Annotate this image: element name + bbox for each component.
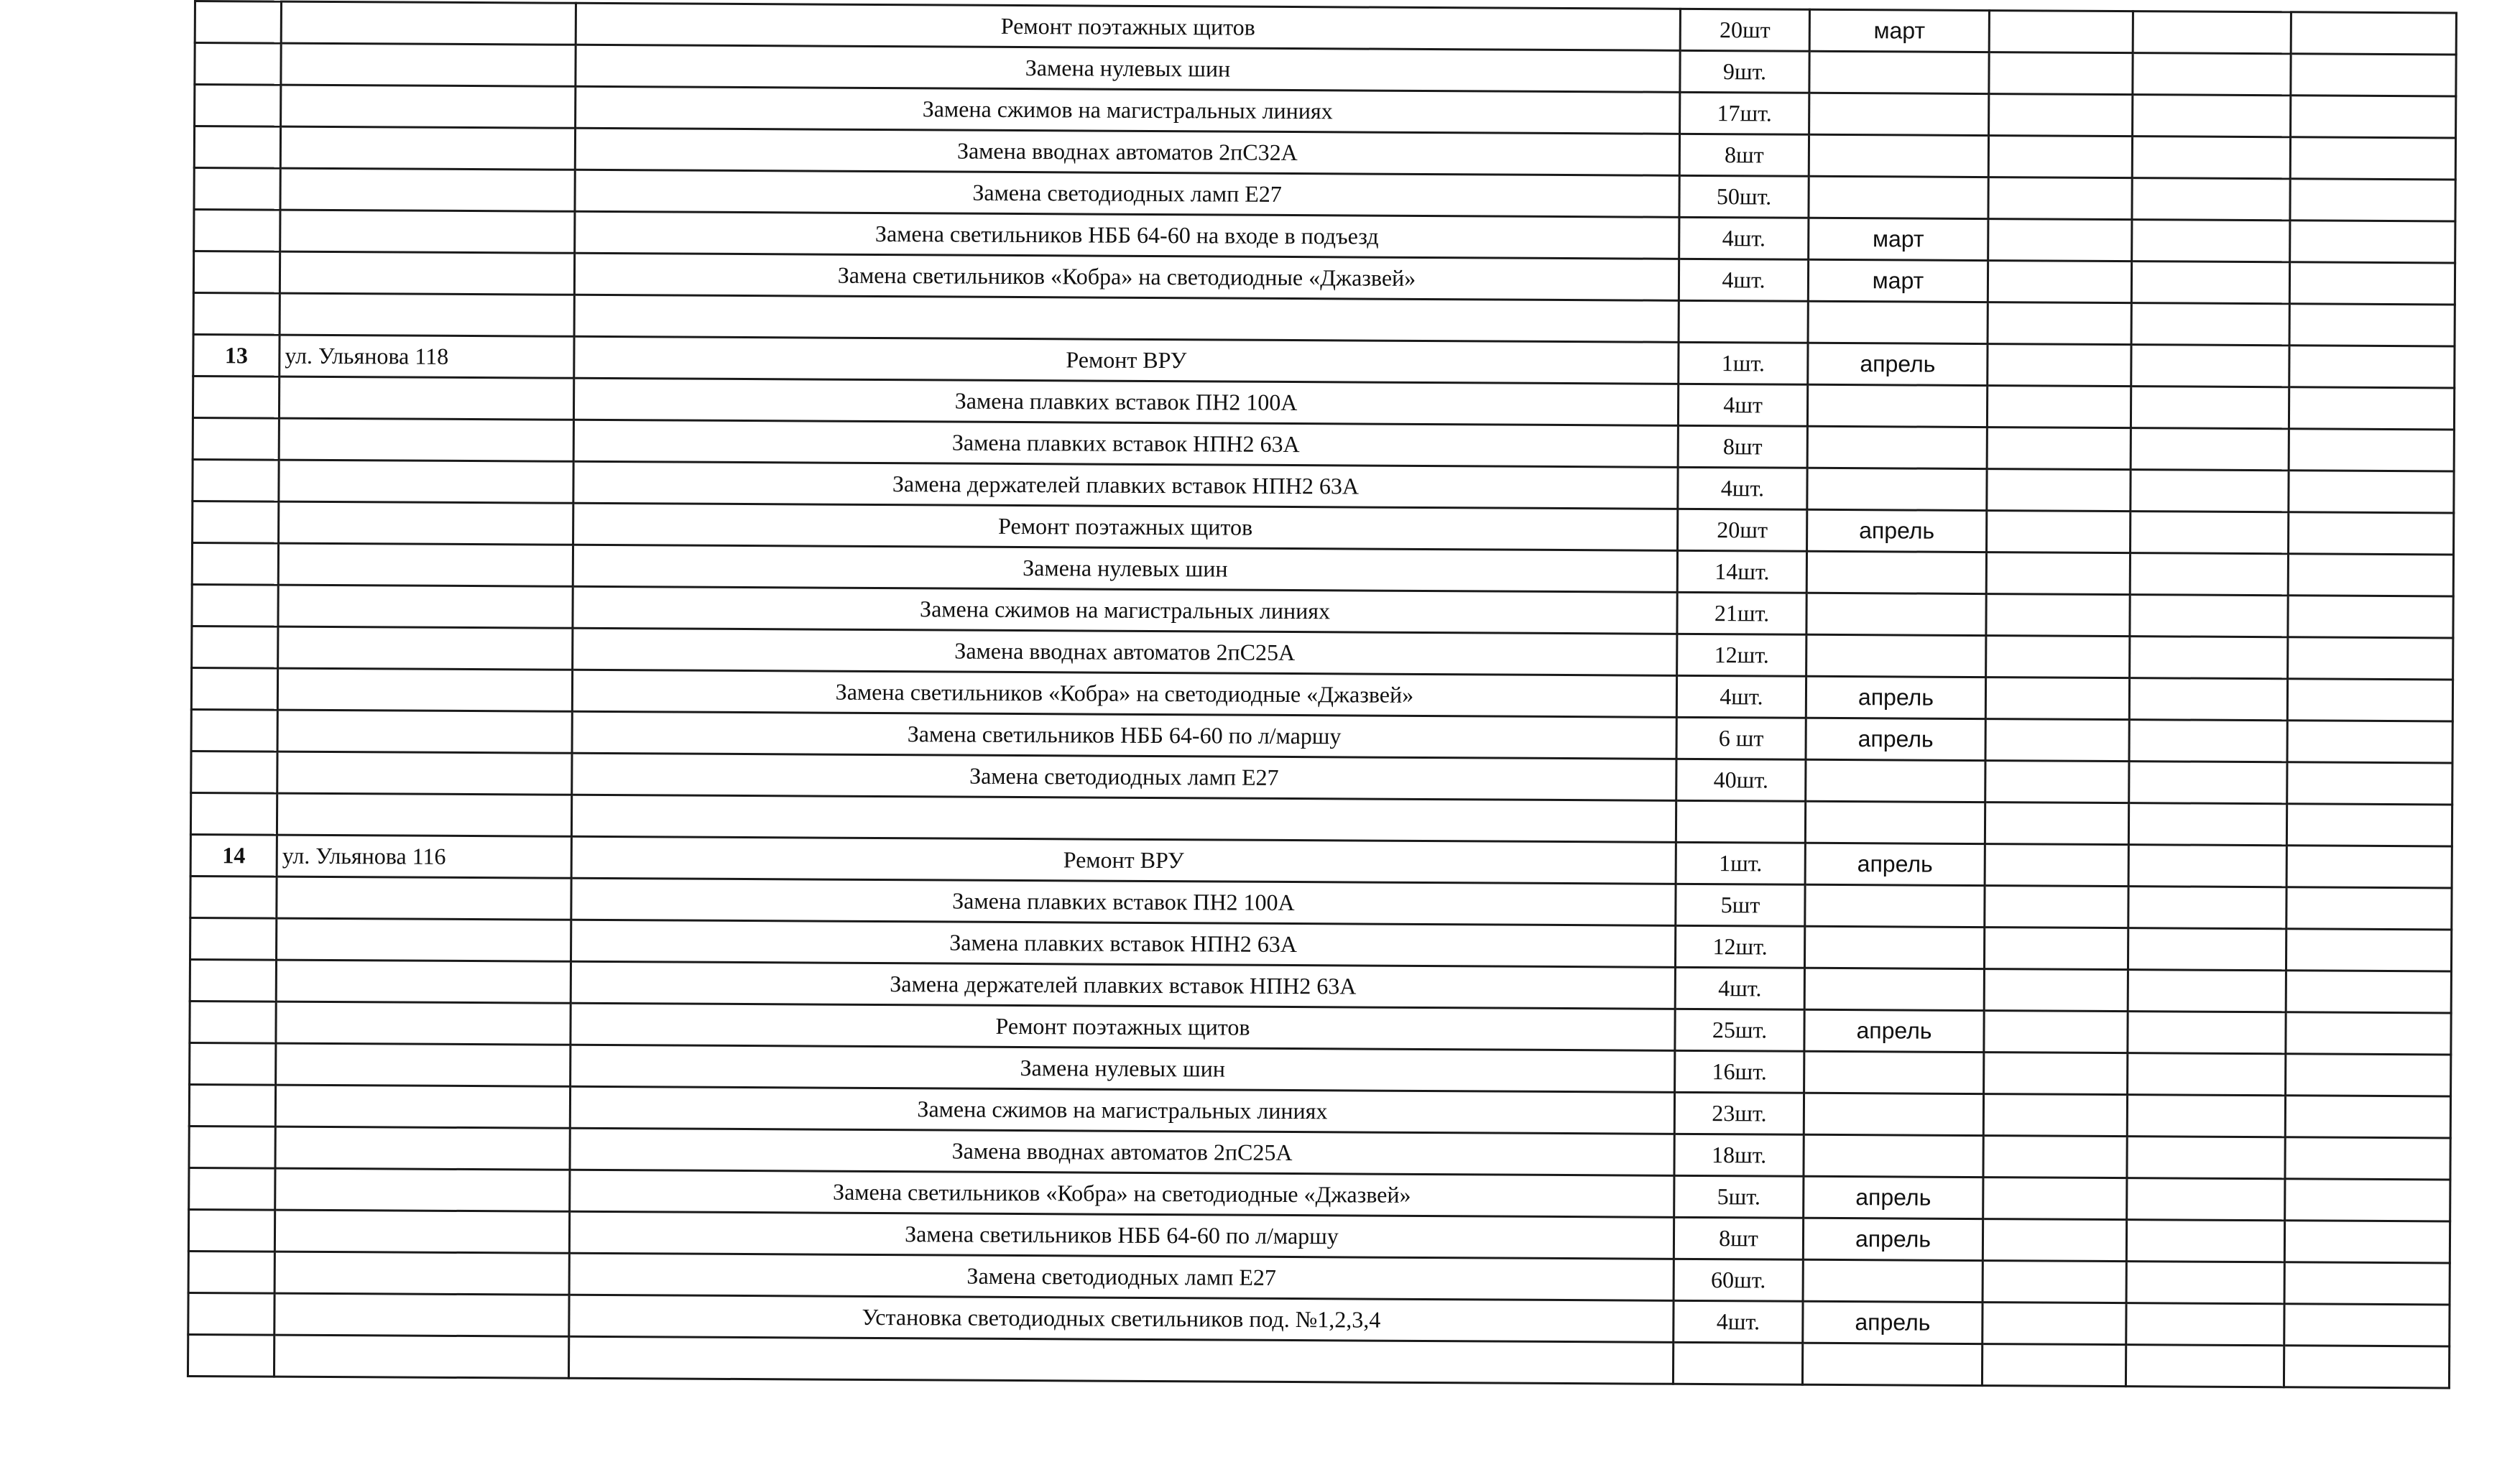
- row-number: [193, 293, 280, 336]
- row-number: [189, 1167, 275, 1210]
- row-quantity: 21шт.: [1677, 592, 1806, 634]
- row-month: [1806, 759, 1985, 802]
- row-work-description: Замена светильников НББ 64-60 по л/маршу: [569, 1211, 1674, 1259]
- row-number: [190, 959, 276, 1002]
- empty-cell: [2133, 11, 2291, 54]
- row-address: [277, 668, 572, 711]
- row-quantity: 40шт.: [1676, 759, 1806, 801]
- empty-cell: [2289, 304, 2455, 346]
- row-month: март: [1809, 9, 1989, 52]
- row-quantity: 8шт: [1674, 1217, 1803, 1259]
- row-quantity: 1шт.: [1676, 842, 1805, 884]
- empty-cell: [2288, 637, 2453, 680]
- empty-cell: [2133, 53, 2291, 96]
- empty-cell: [2131, 262, 2289, 304]
- empty-cell: [2291, 96, 2456, 138]
- empty-cell: [2131, 303, 2289, 346]
- row-work-description: Замена нулевых шин: [576, 45, 1680, 92]
- row-month: [1806, 551, 1986, 593]
- row-number: [190, 876, 277, 918]
- row-month: [1807, 468, 1987, 510]
- row-quantity: 4шт.: [1679, 217, 1809, 259]
- row-month: апрель: [1808, 343, 1988, 385]
- row-number: [190, 1042, 276, 1085]
- empty-cell: [1989, 11, 2133, 53]
- row-number: [190, 1001, 276, 1043]
- row-quantity: 5шт.: [1674, 1175, 1804, 1218]
- empty-cell: [1983, 1219, 2126, 1262]
- row-address: [280, 168, 575, 211]
- row-number: [193, 501, 279, 543]
- row-month: [1809, 51, 1989, 93]
- row-number: [194, 210, 280, 252]
- row-month: [1808, 301, 1988, 343]
- row-address: [281, 43, 576, 86]
- empty-cell: [1983, 1261, 2126, 1303]
- empty-cell: [1985, 677, 2129, 720]
- empty-cell: [2291, 54, 2456, 96]
- row-month: [1809, 134, 1988, 177]
- row-address: [280, 251, 574, 295]
- empty-cell: [2287, 679, 2452, 721]
- row-month: апрель: [1807, 509, 1987, 552]
- row-number: [189, 1084, 275, 1127]
- row-quantity: 6 шт: [1676, 717, 1806, 759]
- row-work-description: Замена держателей плавких вставок НПН2 63А: [573, 461, 1678, 509]
- empty-cell: [1986, 594, 2130, 637]
- row-number: [192, 584, 278, 626]
- row-address: [275, 1168, 570, 1211]
- empty-cell: [2128, 845, 2286, 887]
- row-month: апрель: [1804, 1009, 1984, 1052]
- row-number: [188, 1292, 274, 1335]
- empty-cell: [2131, 428, 2289, 471]
- row-quantity: 8шт: [1679, 134, 1809, 176]
- row-work-description: Ремонт поэтажных щитов: [573, 503, 1678, 550]
- row-month: апрель: [1805, 843, 1985, 885]
- empty-cell: [1988, 136, 2132, 178]
- row-month: апрель: [1803, 1218, 1983, 1260]
- row-address: [274, 1293, 569, 1336]
- row-address: [276, 960, 571, 1003]
- row-work-description: Ремонт ВРУ: [571, 836, 1676, 884]
- row-month: апрель: [1803, 1301, 1983, 1343]
- row-month: апрель: [1806, 676, 1985, 718]
- row-address: [278, 543, 573, 586]
- row-work-description: Замена сжимов на магистральных линиях: [576, 86, 1680, 134]
- row-month: [1805, 884, 1985, 927]
- row-work-description: Ремонт поэтажных щитов: [576, 3, 1680, 50]
- row-work-description: Замена сжимов на магистральных линиях: [570, 1086, 1674, 1134]
- row-work-description: [568, 1336, 1673, 1384]
- row-work-description: Замена вводнах автоматов 2пС25А: [573, 628, 1677, 675]
- row-number: [191, 667, 277, 710]
- row-quantity: 25шт.: [1675, 1009, 1804, 1051]
- empty-cell: [1984, 1053, 2128, 1095]
- empty-cell: [2131, 345, 2289, 387]
- row-month: [1804, 1134, 1983, 1177]
- row-month: [1809, 93, 1989, 135]
- empty-cell: [1982, 1344, 2126, 1387]
- table-body: [188, 1, 2456, 1388]
- row-month: [1804, 1093, 1983, 1135]
- row-work-description: Замена держателей плавких вставок НПН2 63А: [571, 961, 1675, 1009]
- row-quantity: 16шт.: [1675, 1050, 1804, 1093]
- row-address: [278, 585, 573, 628]
- row-address: [281, 85, 576, 128]
- empty-cell: [1983, 1178, 2127, 1220]
- row-quantity: 5шт: [1676, 884, 1805, 926]
- row-month: [1807, 384, 1987, 427]
- row-month: [1809, 176, 1988, 218]
- empty-cell: [1985, 802, 2128, 845]
- empty-cell: [2285, 1179, 2450, 1221]
- empty-cell: [2126, 1345, 2284, 1387]
- row-quantity: 60шт.: [1674, 1259, 1803, 1301]
- row-number: [195, 1, 281, 44]
- empty-cell: [2284, 1346, 2449, 1388]
- empty-cell: [2284, 1262, 2450, 1305]
- empty-cell: [2288, 554, 2453, 596]
- empty-cell: [2131, 512, 2289, 554]
- empty-cell: [2128, 1053, 2286, 1096]
- row-work-description: Замена светильников «Кобра» на светодиодные «Джазвей»: [574, 253, 1679, 300]
- empty-cell: [2130, 553, 2288, 596]
- row-address: [277, 751, 572, 795]
- row-month: апрель: [1804, 1176, 1983, 1218]
- row-work-description: Ремонт ВРУ: [574, 336, 1679, 384]
- row-number: [190, 792, 277, 835]
- empty-cell: [2286, 887, 2452, 930]
- scanned-page: [187, 0, 2455, 1389]
- row-address: [280, 126, 575, 170]
- row-number: [192, 542, 278, 585]
- row-address: [279, 460, 573, 503]
- empty-cell: [2127, 1095, 2285, 1137]
- row-quantity: 9шт.: [1680, 50, 1809, 93]
- empty-cell: [1987, 511, 2131, 553]
- empty-cell: [1985, 886, 2128, 928]
- empty-cell: [2128, 1012, 2286, 1054]
- row-number: [193, 417, 279, 460]
- row-work-description: Замена светильников «Кобра» на светодиодные «Джазвей»: [570, 1170, 1674, 1217]
- row-month: [1806, 634, 1986, 677]
- empty-cell: [2132, 220, 2290, 262]
- empty-cell: [2286, 846, 2452, 888]
- row-month: [1804, 1051, 1984, 1093]
- row-address: [279, 501, 573, 545]
- row-address: [277, 876, 571, 920]
- row-quantity: 1шт.: [1679, 342, 1808, 384]
- row-number: [190, 917, 277, 960]
- empty-cell: [1988, 219, 2132, 262]
- row-quantity: 14шт.: [1677, 550, 1806, 593]
- empty-cell: [1988, 261, 2131, 303]
- empty-cell: [2130, 637, 2288, 679]
- empty-cell: [2289, 346, 2455, 388]
- empty-cell: [1989, 52, 2133, 95]
- row-address: [277, 793, 571, 836]
- row-number: [195, 85, 281, 127]
- row-number: [194, 126, 280, 169]
- empty-cell: [1984, 969, 2128, 1012]
- row-number: [189, 1126, 275, 1168]
- empty-cell: [2132, 178, 2290, 221]
- empty-cell: [2126, 1220, 2284, 1262]
- empty-cell: [2129, 720, 2287, 762]
- row-work-description: Замена светодиодных ламп Е27: [569, 1253, 1674, 1300]
- row-number: [191, 751, 277, 793]
- row-address: [277, 710, 572, 753]
- row-number: 13: [193, 335, 280, 377]
- row-address: [279, 418, 573, 461]
- row-work-description: Ремонт поэтажных щитов: [571, 1003, 1675, 1050]
- row-address: [281, 1, 576, 45]
- empty-cell: [1988, 302, 2131, 345]
- row-work-description: Установка светодиодных светильников под. №1,2,3,4: [569, 1295, 1674, 1342]
- empty-cell: [2289, 262, 2455, 305]
- row-address: ул. Ульянова 118: [280, 335, 574, 378]
- row-address: [276, 1002, 571, 1045]
- empty-cell: [1985, 719, 2129, 762]
- empty-cell: [2284, 1304, 2450, 1346]
- row-quantity: [1673, 1342, 1802, 1384]
- empty-cell: [2289, 429, 2454, 471]
- row-quantity: [1676, 800, 1805, 843]
- empty-cell: [2285, 1137, 2450, 1180]
- empty-cell: [2286, 1054, 2451, 1096]
- row-address: [277, 918, 571, 961]
- empty-cell: [2286, 929, 2451, 971]
- empty-cell: [2289, 512, 2454, 555]
- empty-cell: [1987, 386, 2131, 428]
- empty-cell: [2128, 970, 2286, 1012]
- empty-cell: [2289, 471, 2454, 513]
- row-quantity: 4шт.: [1678, 467, 1807, 509]
- row-quantity: 8шт: [1678, 425, 1807, 468]
- row-quantity: 4шт.: [1675, 967, 1804, 1009]
- empty-cell: [2284, 1221, 2450, 1263]
- row-work-description: [574, 295, 1679, 342]
- row-work-description: Замена светильников НББ 64-60 на входе в подъезд: [575, 211, 1679, 259]
- empty-cell: [2285, 1096, 2450, 1138]
- empty-cell: [1985, 761, 2129, 803]
- empty-cell: [2126, 1262, 2284, 1304]
- row-address: [274, 1210, 569, 1253]
- row-month: [1806, 593, 1986, 635]
- row-quantity: 4шт: [1678, 384, 1807, 426]
- empty-cell: [1986, 552, 2130, 595]
- empty-cell: [2131, 470, 2289, 512]
- row-number: [195, 43, 281, 85]
- empty-cell: [2289, 387, 2454, 430]
- row-address: [276, 1043, 571, 1086]
- row-month: апрель: [1806, 718, 1985, 760]
- row-work-description: Замена сжимов на магистральных линиях: [573, 586, 1677, 634]
- empty-cell: [1983, 1094, 2127, 1137]
- row-month: [1805, 801, 1985, 843]
- row-work-description: Замена светильников «Кобра» на светодиодные «Джазвей»: [572, 670, 1676, 717]
- row-quantity: 20шт: [1678, 509, 1807, 551]
- row-quantity: 23шт.: [1674, 1092, 1804, 1134]
- row-quantity: 17шт.: [1680, 92, 1809, 134]
- empty-cell: [2128, 887, 2286, 929]
- row-month: март: [1809, 218, 1988, 260]
- empty-cell: [2132, 137, 2290, 179]
- row-quantity: 4шт.: [1679, 259, 1808, 301]
- empty-cell: [1988, 177, 2132, 220]
- row-work-description: Замена вводнах автоматов 2пС25А: [570, 1128, 1674, 1175]
- row-address: [279, 376, 573, 420]
- row-number: 14: [190, 834, 277, 876]
- row-work-description: [571, 795, 1676, 842]
- empty-cell: [2127, 1137, 2285, 1179]
- empty-cell: [2291, 12, 2456, 55]
- row-month: [1802, 1343, 1982, 1385]
- row-work-description: Замена нулевых шин: [571, 1045, 1675, 1092]
- empty-cell: [1984, 1011, 2128, 1053]
- row-number: [192, 626, 278, 668]
- empty-cell: [2133, 95, 2291, 137]
- row-quantity: 4шт.: [1674, 1300, 1803, 1343]
- empty-cell: [1987, 469, 2131, 512]
- empty-cell: [2286, 804, 2452, 846]
- row-work-description: Замена плавких вставок ПН2 100А: [571, 878, 1676, 925]
- empty-cell: [2286, 1012, 2451, 1055]
- empty-cell: [2290, 137, 2455, 180]
- row-month: [1807, 426, 1987, 468]
- empty-cell: [2127, 1178, 2285, 1221]
- row-work-description: Замена плавких вставок НПН2 63А: [571, 920, 1676, 967]
- row-quantity: 18шт.: [1674, 1134, 1804, 1176]
- row-address: [274, 1335, 568, 1378]
- row-work-description: Замена вводнах автоматов 2пС32А: [575, 128, 1679, 175]
- empty-cell: [2288, 596, 2453, 638]
- row-work-description: Замена светильников НББ 64-60 по л/маршу: [572, 711, 1676, 759]
- empty-cell: [2129, 678, 2287, 721]
- row-quantity: 50шт.: [1679, 175, 1809, 218]
- row-number: [193, 376, 279, 419]
- row-address: [278, 626, 573, 670]
- empty-cell: [1983, 1303, 2126, 1345]
- row-month: [1804, 926, 1984, 968]
- row-quantity: [1679, 300, 1808, 343]
- row-address: [280, 210, 575, 253]
- empty-cell: [2128, 803, 2286, 846]
- row-number: [188, 1334, 274, 1377]
- row-work-description: Замена светодиодных ламп Е27: [575, 170, 1679, 217]
- row-quantity: 4шт.: [1676, 675, 1806, 718]
- empty-cell: [1984, 928, 2128, 970]
- row-number: [191, 709, 277, 751]
- empty-cell: [2287, 762, 2452, 805]
- row-month: [1803, 1259, 1983, 1302]
- empty-cell: [1986, 636, 2130, 678]
- row-work-description: Замена плавких вставок НПН2 63А: [573, 420, 1678, 467]
- row-work-description: Замена нулевых шин: [573, 545, 1677, 592]
- empty-cell: [1983, 1136, 2127, 1178]
- row-month: март: [1808, 259, 1988, 302]
- empty-cell: [1988, 344, 2131, 387]
- row-number: [188, 1209, 274, 1252]
- empty-cell: [2286, 971, 2451, 1013]
- row-address: [280, 293, 574, 336]
- empty-cell: [2130, 595, 2288, 637]
- row-address: [275, 1127, 570, 1170]
- row-number: [193, 459, 279, 501]
- empty-cell: [1985, 844, 2128, 887]
- row-quantity: 12шт.: [1677, 634, 1806, 676]
- empty-cell: [2290, 221, 2455, 263]
- row-month: [1804, 968, 1984, 1010]
- empty-cell: [2129, 762, 2287, 804]
- row-number: [193, 251, 280, 294]
- empty-cell: [2290, 179, 2455, 221]
- row-work-description: Замена плавких вставок ПН2 100А: [573, 378, 1678, 425]
- row-quantity: 20шт: [1680, 9, 1809, 51]
- row-quantity: 12шт.: [1675, 925, 1804, 968]
- row-number: [194, 168, 280, 211]
- empty-cell: [1989, 94, 2133, 137]
- row-number: [188, 1251, 274, 1293]
- empty-cell: [2126, 1303, 2284, 1346]
- row-work-description: Замена светодиодных ламп Е27: [572, 753, 1676, 800]
- row-address: [275, 1085, 570, 1128]
- row-address: [274, 1252, 569, 1295]
- empty-cell: [2128, 928, 2286, 971]
- row-address: ул. Ульянова 116: [277, 835, 571, 878]
- empty-cell: [1987, 427, 2131, 470]
- empty-cell: [2287, 721, 2452, 763]
- work-schedule-table: [187, 0, 2457, 1389]
- empty-cell: [2131, 387, 2289, 429]
